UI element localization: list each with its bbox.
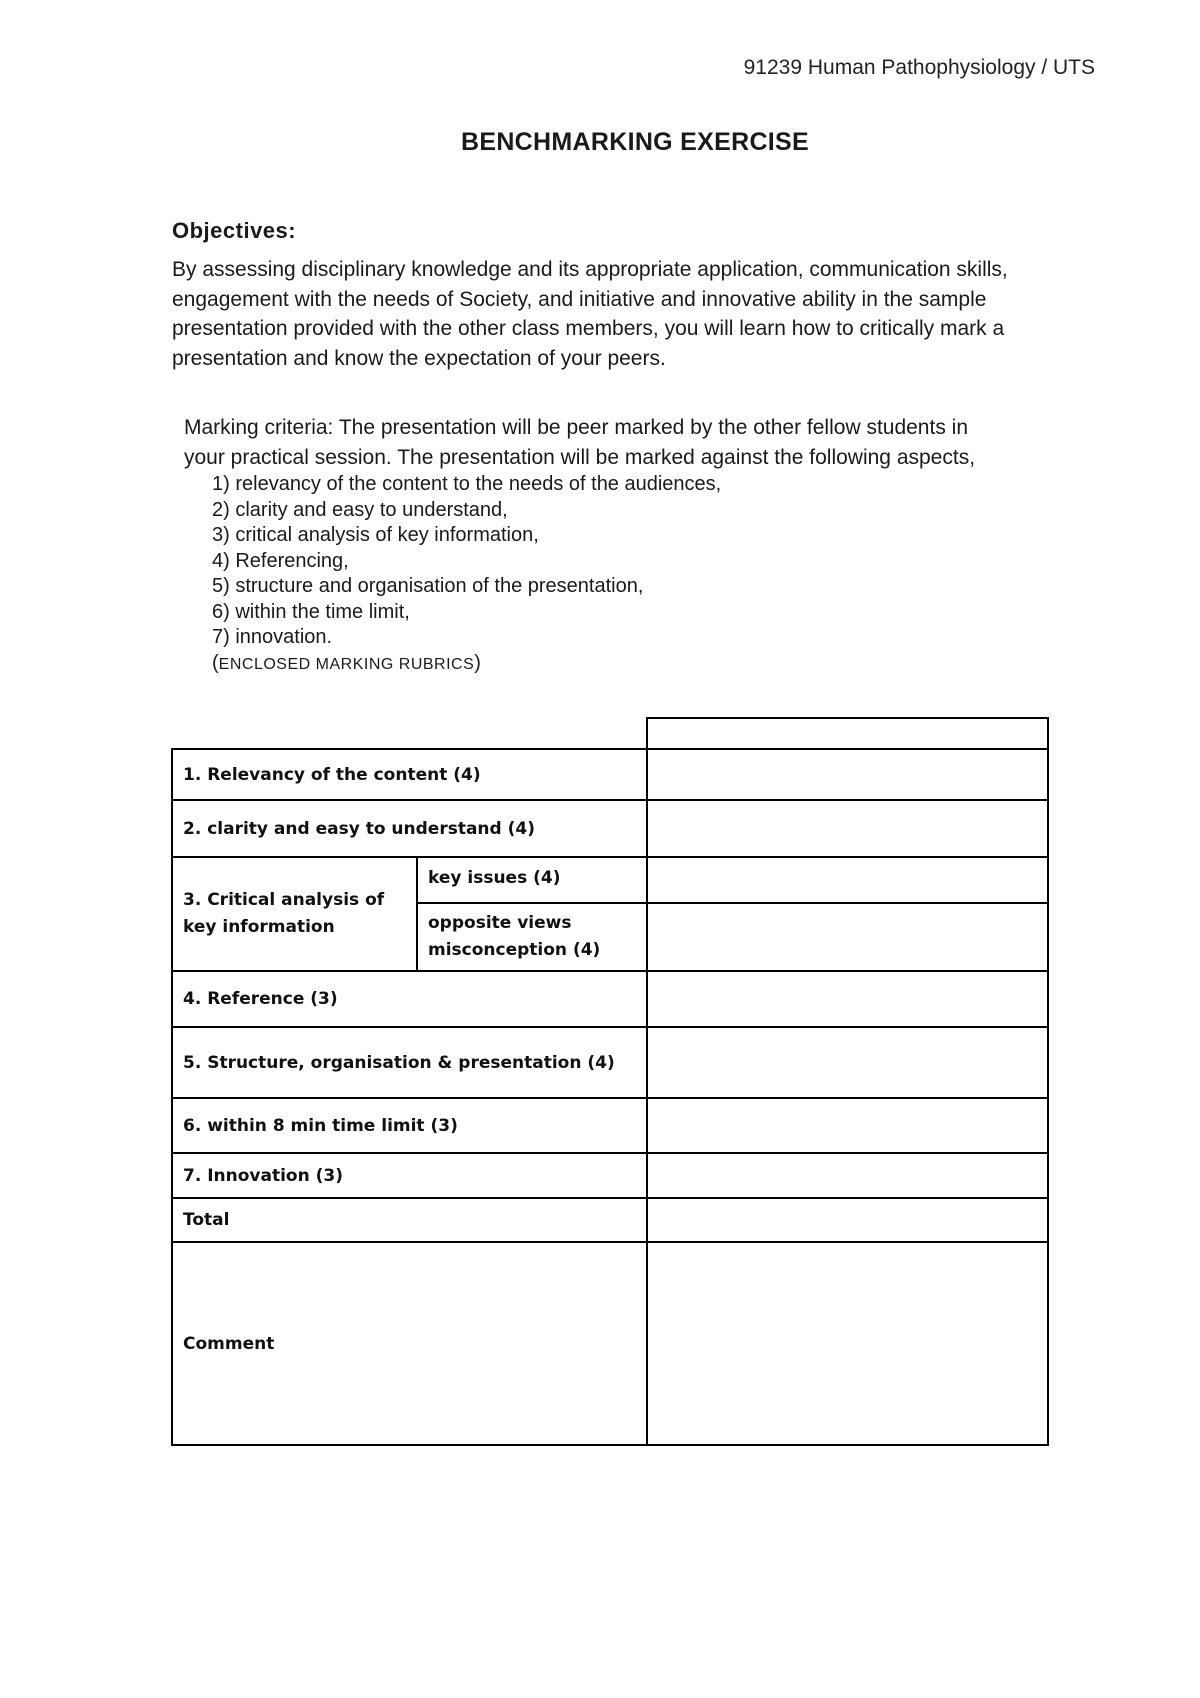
criterion-relevancy: 1. Relevancy of the content (4) bbox=[183, 764, 481, 785]
rubric-note-open: ( bbox=[212, 651, 219, 674]
subcriterion-key-issues: key issues (4) bbox=[428, 868, 561, 888]
course-header: 91239 Human Pathophysiology / UTS bbox=[743, 56, 1095, 79]
objectives-heading: Objectives: bbox=[172, 218, 297, 243]
criteria-item: 1) relevancy of the content to the needs of the audiences, bbox=[212, 473, 722, 495]
criterion-critical-analysis bbox=[183, 858, 413, 970]
criteria-item: 3) critical analysis of key information, bbox=[212, 524, 539, 546]
criteria-item: 5) structure and organisation of the presentation, bbox=[212, 575, 644, 597]
table-line bbox=[171, 748, 173, 1446]
marking-table bbox=[171, 717, 1049, 1446]
critical-analysis-line: 3. Critical analysis of bbox=[183, 890, 385, 910]
criteria-item: 7) innovation. bbox=[212, 626, 333, 648]
total-label: Total bbox=[183, 1210, 230, 1230]
marking-criteria-intro bbox=[184, 413, 1084, 472]
criteria-intro-line: your practical session. The presentation will be marked against the following aspects, bbox=[184, 445, 976, 469]
criterion-reference: 4. Reference (3) bbox=[183, 989, 338, 1009]
objectives-paragraph bbox=[172, 255, 1112, 373]
opposite-views-line: opposite views bbox=[428, 913, 572, 933]
comment-label: Comment bbox=[183, 1333, 275, 1354]
mark-column-header bbox=[648, 719, 1047, 748]
table-line bbox=[171, 1444, 1049, 1446]
objectives-line: engagement with the needs of Society, and initiative and innovative ability in the sample bbox=[172, 287, 987, 311]
rubric-note bbox=[212, 651, 721, 678]
table-line bbox=[646, 717, 648, 1446]
criteria-item: 6) within the time limit, bbox=[212, 600, 410, 623]
criterion-clarity: 2. clarity and easy to understand (4) bbox=[183, 818, 535, 839]
table-line bbox=[1047, 717, 1049, 1446]
objectives-line: presentation and know the expectation of your peers. bbox=[172, 346, 666, 370]
criteria-item: 2) clarity and easy to understand, bbox=[212, 498, 508, 521]
document-title: BENCHMARKING EXERCISE bbox=[461, 128, 809, 156]
criterion-innovation: 7. Innovation (3) bbox=[183, 1165, 343, 1186]
rubric-note-close: ) bbox=[474, 651, 481, 674]
criterion-structure: 5. Structure, organisation & presentation (4) bbox=[183, 1052, 615, 1073]
subcriterion-opposite-views bbox=[428, 904, 644, 970]
objectives-line: presentation provided with the other class members, you will learn how to critically mark a bbox=[172, 317, 1005, 340]
criterion-time-limit: 6. within 8 min time limit (3) bbox=[183, 1115, 458, 1136]
criteria-list bbox=[212, 472, 721, 677]
table-line bbox=[416, 856, 418, 972]
criteria-intro-line: Marking criteria: The presentation will be peer marked by the other fellow students in bbox=[184, 416, 969, 439]
rubric-note-text: ENCLOSED MARKING RUBRICS bbox=[218, 655, 475, 673]
opposite-views-line: misconception (4) bbox=[428, 940, 601, 960]
criteria-item: 4) Referencing, bbox=[212, 549, 349, 572]
objectives-line: By assessing disciplinary knowledge and its appropriate application, communication skills, bbox=[172, 258, 1008, 281]
critical-analysis-line: key information bbox=[183, 917, 335, 937]
